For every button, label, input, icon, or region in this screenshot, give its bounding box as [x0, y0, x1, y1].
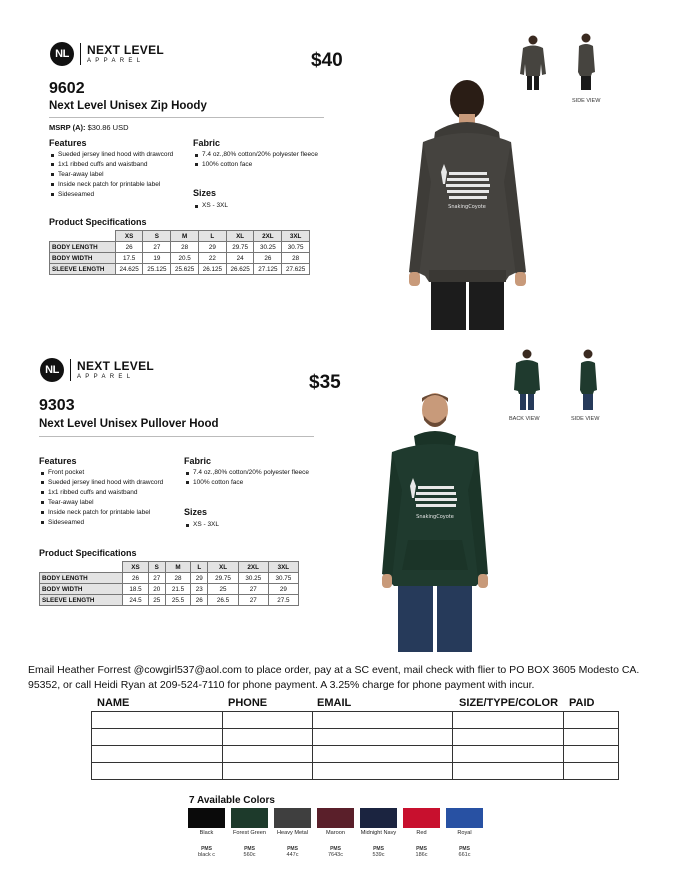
- spec-header: XS: [123, 562, 148, 573]
- size-type-color-cell[interactable]: [453, 712, 564, 729]
- table-row: [92, 746, 619, 763]
- color-name: Heavy Metal: [276, 830, 309, 836]
- spec-header: 3XL: [268, 562, 298, 573]
- color-chip: [403, 808, 440, 828]
- sizes-list: [185, 521, 315, 531]
- pms-code: 560c: [243, 852, 256, 858]
- back-view-label: BACK VIEW: [509, 416, 540, 422]
- email-cell[interactable]: [312, 746, 453, 763]
- color-name: Forest Green: [233, 830, 266, 836]
- product-price: $35: [309, 372, 341, 393]
- brand-name: NEXT LEVEL: [87, 43, 165, 57]
- style-number: 9303: [39, 397, 75, 414]
- msrp-label: MSRP (A):: [49, 123, 86, 132]
- order-form-header: [91, 697, 619, 711]
- style-number: 9602: [49, 80, 85, 97]
- email-cell[interactable]: [312, 712, 453, 729]
- brand-sub: APPAREL: [77, 374, 135, 380]
- spec-header: S: [148, 562, 165, 573]
- list-item: Sueded jersey lined hood with drawcord: [50, 151, 180, 159]
- spec-table: [39, 561, 299, 606]
- zip-hoody-back-photo: [405, 72, 530, 330]
- spec-header: XL: [208, 562, 238, 573]
- pms-label: PMS: [459, 846, 470, 852]
- pms-label: PMS: [416, 846, 427, 852]
- pms-code: 7643c: [328, 852, 343, 858]
- pullover-hood-front-photo: [380, 390, 490, 652]
- table-row: SLEEVE LENGTH 24.625 25.125 25.625 26.125 26.625 27.125 27.625: [50, 264, 310, 275]
- list-item: 1x1 ribbed cuffs and waistband: [50, 161, 180, 169]
- paid-cell[interactable]: [564, 712, 619, 729]
- table-row: BODY LENGTH 26 27 28 29 29.75 30.25 30.75: [50, 242, 310, 253]
- spec-header: M: [165, 562, 190, 573]
- fabric-list: [185, 469, 315, 489]
- color-chip: [231, 808, 268, 828]
- brand-name: NEXT LEVEL: [77, 359, 155, 373]
- phone-cell[interactable]: [222, 763, 312, 780]
- svg-text:SnakingCoyote: SnakingCoyote: [416, 514, 454, 520]
- style-name: Next Level Unisex Zip Hoody: [49, 100, 207, 112]
- size-type-color-cell[interactable]: [453, 746, 564, 763]
- spec-header: M: [171, 231, 199, 242]
- color-swatch: [403, 808, 440, 858]
- title-rule: [49, 117, 324, 118]
- list-item: 7.4 oz.,80% cotton/20% polyester fleece: [185, 469, 315, 477]
- table-row: [92, 712, 619, 729]
- list-item: XS - 3XL: [185, 521, 315, 529]
- msrp: [49, 123, 128, 132]
- list-item: 1x1 ribbed cuffs and waistband: [40, 489, 175, 497]
- sizes-title: Sizes: [193, 188, 217, 198]
- brand-logo: [50, 42, 164, 66]
- email-cell[interactable]: [312, 729, 453, 746]
- pms-code: 186c: [415, 852, 428, 858]
- list-item: Sideseamed: [40, 519, 175, 527]
- color-swatch: [360, 808, 397, 858]
- order-instructions: Email Heather Forrest @cowgirl537@aol.com to place order, pay at a SC event, mail check with flier to PO BOX 3605 Modesto CA. 95352, or call Heidi Ryan at 209-524-7110 for phone payment. A 3.25% charge for phone payment with incur.: [28, 664, 640, 692]
- col-email: EMAIL: [317, 697, 352, 709]
- logo-divider: [70, 359, 71, 381]
- table-row: BODY WIDTH 18.5 20 21.5 23 25 27 29: [40, 584, 299, 595]
- color-chip: [274, 808, 311, 828]
- list-item: Inside neck patch for printable label: [50, 181, 180, 189]
- list-item: XS - 3XL: [194, 202, 324, 210]
- list-item: 100% cotton face: [194, 161, 324, 169]
- col-paid: PAID: [569, 697, 595, 709]
- list-item: Sideseamed: [50, 191, 180, 199]
- name-cell[interactable]: [92, 729, 223, 746]
- sizes-list: [194, 202, 324, 212]
- features-title: Features: [49, 138, 87, 148]
- size-type-color-cell[interactable]: [453, 763, 564, 780]
- logo-divider: [80, 43, 81, 65]
- list-item: 7.4 oz.,80% cotton/20% polyester fleece: [194, 151, 324, 159]
- phone-cell[interactable]: [222, 712, 312, 729]
- side-view-label: SIDE VIEW: [572, 98, 601, 104]
- table-row: SLEEVE LENGTH 24.5 25 25.5 26 26.5 27 27.5: [40, 595, 299, 606]
- fabric-title: Fabric: [193, 138, 221, 148]
- list-item: Tear-away label: [50, 171, 180, 179]
- color-swatch: [317, 808, 354, 858]
- name-cell[interactable]: [92, 763, 223, 780]
- list-item: Sueded jersey lined hood with drawcord: [40, 479, 175, 487]
- col-phone: PHONE: [228, 697, 268, 709]
- pms-code: 539c: [372, 852, 385, 858]
- list-item: 100% cotton face: [185, 479, 315, 487]
- pms-code: black c: [197, 852, 216, 858]
- color-swatch: [446, 808, 483, 858]
- fabric-list: [194, 151, 324, 171]
- phone-cell[interactable]: [222, 746, 312, 763]
- spec-header: 2XL: [238, 562, 268, 573]
- order-form: [91, 697, 619, 780]
- spec-header: L: [198, 231, 226, 242]
- pms-label: PMS: [373, 846, 384, 852]
- features-list: [40, 469, 175, 529]
- msrp-value: $30.86 USD: [87, 123, 129, 132]
- color-swatches: [188, 808, 483, 858]
- side-thumbnail: [576, 348, 600, 412]
- order-table: [91, 711, 619, 780]
- style-name: Next Level Unisex Pullover Hood: [39, 418, 219, 430]
- color-chip: [446, 808, 483, 828]
- nl-logo-mark: NL: [40, 358, 64, 382]
- nl-logo-mark: NL: [50, 42, 74, 66]
- brand-sub: APPAREL: [87, 58, 145, 64]
- spec-title: Product Specifications: [39, 548, 137, 558]
- color-chip: [188, 808, 225, 828]
- col-name: NAME: [97, 697, 130, 709]
- paid-cell[interactable]: [564, 746, 619, 763]
- color-name: Red: [416, 830, 427, 836]
- spec-table: [49, 230, 310, 275]
- side-thumbnail: [574, 32, 598, 92]
- pms-label: PMS: [330, 846, 341, 852]
- color-name: Maroon: [326, 830, 345, 836]
- color-swatch: [231, 808, 268, 858]
- color-name: Midnight Navy: [360, 830, 397, 836]
- spec-title: Product Specifications: [49, 217, 147, 227]
- color-name: Royal: [457, 830, 472, 836]
- spec-header: S: [143, 231, 171, 242]
- paid-cell[interactable]: [564, 729, 619, 746]
- color-name: Black: [199, 830, 214, 836]
- spec-header: XL: [226, 231, 254, 242]
- product-price: $40: [311, 50, 343, 71]
- spec-header: 3XL: [282, 231, 310, 242]
- sizes-title: Sizes: [184, 507, 208, 517]
- name-cell[interactable]: [92, 746, 223, 763]
- pms-code: 447c: [286, 852, 299, 858]
- paid-cell[interactable]: [564, 763, 619, 780]
- features-title: Features: [39, 456, 77, 466]
- pms-label: PMS: [244, 846, 255, 852]
- svg-text:SnakingCoyote: SnakingCoyote: [448, 204, 486, 210]
- color-chip: [317, 808, 354, 828]
- side-view-label: SIDE VIEW: [571, 416, 600, 422]
- spec-header: XS: [115, 231, 143, 242]
- color-chip: [360, 808, 397, 828]
- phone-cell[interactable]: [222, 729, 312, 746]
- pms-label: PMS: [201, 846, 212, 852]
- spec-header: 2XL: [254, 231, 282, 242]
- table-row: [92, 729, 619, 746]
- colors-title: 7 Available Colors: [189, 795, 275, 806]
- color-swatch: [188, 808, 225, 858]
- list-item: Tear-away label: [40, 499, 175, 507]
- color-swatch: [274, 808, 311, 858]
- list-item: Front pocket: [40, 469, 175, 477]
- pms-code: 661c: [458, 852, 471, 858]
- back-thumbnail: [512, 348, 542, 412]
- brand-logo: [40, 358, 154, 382]
- table-row: [92, 763, 619, 780]
- email-cell[interactable]: [312, 763, 453, 780]
- pms-label: PMS: [287, 846, 298, 852]
- table-row: BODY WIDTH 17.5 19 20.5 22 24 26 28: [50, 253, 310, 264]
- table-row: BODY LENGTH 26 27 28 29 29.75 30.25 30.75: [40, 573, 299, 584]
- features-list: [50, 151, 180, 201]
- list-item: Inside neck patch for printable label: [40, 509, 175, 517]
- fabric-title: Fabric: [184, 456, 212, 466]
- name-cell[interactable]: [92, 712, 223, 729]
- size-type-color-cell[interactable]: [453, 729, 564, 746]
- col-size-type-color: SIZE/TYPE/COLOR: [459, 697, 559, 709]
- spec-header: L: [191, 562, 208, 573]
- title-rule: [39, 436, 314, 437]
